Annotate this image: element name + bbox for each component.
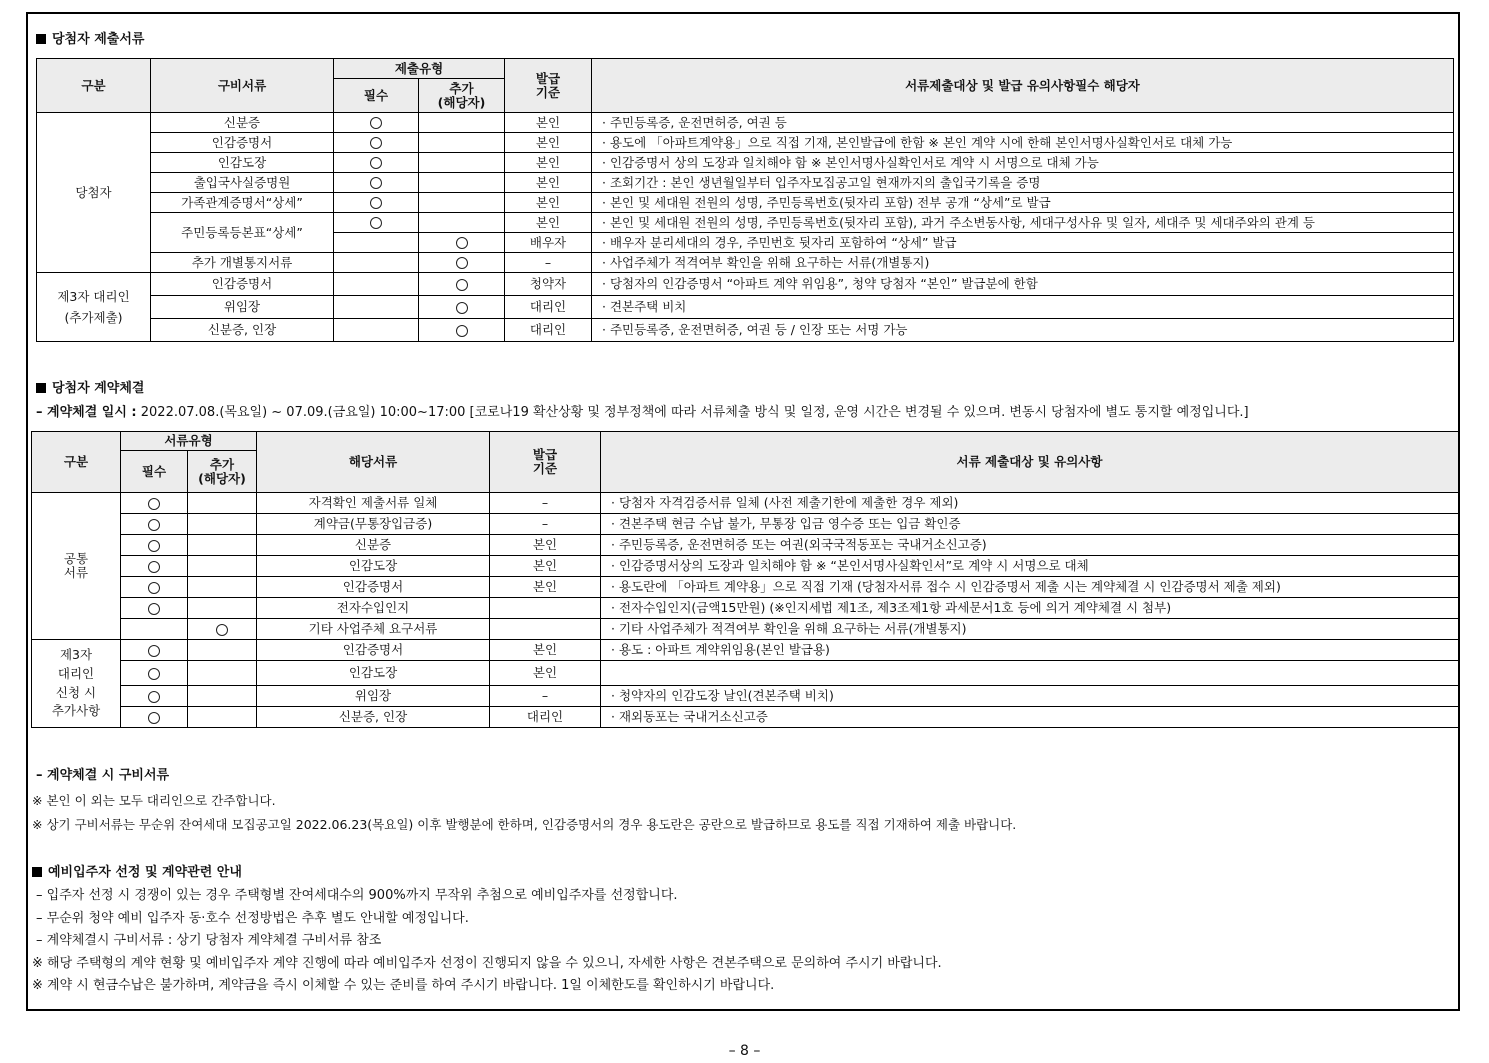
note-cell: · 본인 및 세대원 전원의 성명, 주민등록번호(뒷자리 포함), 과거 주소변동사항, 세대구성사유 및 일자, 세대주 및 세대주와의 관계 등: [592, 213, 1454, 233]
doc-cell: 인감증명서: [257, 577, 490, 598]
issue-cell: 본인: [505, 153, 592, 173]
doc-cell: 신분증: [257, 535, 490, 556]
note-cell: · 당첨자 자격검증서류 일체 (사전 제출기한에 제출한 경우 제외): [601, 493, 1459, 514]
extra-cell: [188, 535, 257, 556]
section-title-contract: [36, 377, 144, 396]
group-cell-common: 공통 서류: [32, 493, 121, 640]
table-row: [32, 556, 1459, 577]
group-cell-proxy: 제3자 대리인 (추가제출): [37, 273, 151, 342]
extra-cell: [419, 113, 505, 133]
note-cell: · 주민등록증, 운전면허증 또는 여권(외국국적동포는 국내거소신고증): [601, 535, 1459, 556]
issue-cell: 본인: [505, 193, 592, 213]
page-number: – 8 –: [728, 1043, 761, 1059]
table-row: [37, 193, 1454, 213]
required-cell: [334, 273, 419, 296]
header-issue: 발급 기준: [505, 59, 592, 113]
required-cell: [121, 535, 188, 556]
required-cell: [121, 598, 188, 619]
header2-gubun: 구분: [32, 432, 121, 493]
header-gubun: 구분: [37, 59, 151, 113]
table-row: [32, 598, 1459, 619]
contract-docs-subtitle: – 계약체결 시 구비서류: [36, 768, 170, 783]
note-cell: · 용도에 「아파트계약용」으로 직접 기재, 본인발급에 한함 ※ 본인 계약 시에 한해 본인서명사실확인서로 대체 가능: [592, 133, 1454, 153]
required-cell: [334, 233, 419, 253]
contract-documents-table: [31, 431, 1459, 728]
note-line-2: ※ 상기 구비서류는 무순위 잔여세대 모집공고일 2022.06.23(목요일) 이후 발행분에 한하며, 인감증명서의 경우 용도란은 공란으로 발급하므로 용도를 직접 기재하여 제출 바랍니다.: [32, 817, 1017, 832]
circle-mark-icon: [148, 498, 160, 510]
circle-mark-icon: [370, 137, 382, 149]
section2-title-text: 당첨자 계약체결: [52, 381, 145, 396]
section-title-submission: [36, 28, 144, 47]
note-cell: · 인감증명서상의 도장과 일치해야 함 ※ “본인서명사실확인서”로 계약 시 서명으로 대체: [601, 556, 1459, 577]
circle-mark-icon: [456, 257, 468, 269]
contract-date-text: 2022.07.08.(목요일) ~ 07.09.(금요일) 10:00~17:00 [코로나19 확산상황 및 정부정책에 따라 서류체출 방식 및 일정, 운영 시간은 변경될 수 있으며. 변동시 당첨자에 별도 통지할 예정입니다.]: [136, 405, 1249, 420]
contract-date-line: [36, 401, 1249, 420]
extra-cell: [188, 640, 257, 661]
contract-date-label: – 계약체결 일시 :: [36, 405, 137, 420]
required-cell: [121, 619, 188, 640]
header2-type: 서류유형: [121, 432, 257, 451]
issue-cell: 배우자: [505, 233, 592, 253]
issue-cell: 본인: [490, 661, 601, 686]
required-cell: [121, 686, 188, 707]
doc-cell: 인감증명서: [257, 640, 490, 661]
required-cell: [121, 514, 188, 535]
doc-cell: 가족관계증명서“상세”: [151, 193, 334, 213]
required-cell: [121, 556, 188, 577]
required-cell: [334, 296, 419, 319]
issue-cell: –: [490, 493, 601, 514]
extra-cell: [188, 598, 257, 619]
extra-cell: [419, 253, 505, 273]
note-line-1: ※ 본인 이 외는 모두 대리인으로 간주합니다.: [32, 793, 276, 808]
table-row: [32, 686, 1459, 707]
table-row: [32, 535, 1459, 556]
required-cell: [334, 193, 419, 213]
extra-cell: [188, 707, 257, 728]
circle-mark-icon: [456, 302, 468, 314]
extra-cell: [188, 514, 257, 535]
required-cell: [334, 213, 419, 233]
header-notes: 서류제출대상 및 발급 유의사항필수 해당자: [592, 59, 1454, 113]
issue-cell: –: [490, 514, 601, 535]
extra-cell: [419, 233, 505, 253]
note-cell: · 전자수입인지(금액15만원) (※인지세법 제1조, 제3조제1항 과세문서1호 등에 의거 계약체결 시 첨부): [601, 598, 1459, 619]
header2-docs: 해당서류: [257, 432, 490, 493]
circle-mark-icon: [148, 603, 160, 615]
doc-cell: 기타 사업주체 요구서류: [257, 619, 490, 640]
doc-cell: 신분증, 인장: [257, 707, 490, 728]
required-cell: [334, 173, 419, 193]
circle-mark-icon: [148, 519, 160, 531]
group-cell-proxy: 제3자 대리인 신청 시 추가사항: [32, 640, 121, 728]
circle-mark-icon: [370, 117, 382, 129]
doc-cell: 위임장: [257, 686, 490, 707]
circle-mark-icon: [216, 624, 228, 636]
table-row: [32, 577, 1459, 598]
note-cell: · 견본주택 비치: [592, 296, 1454, 319]
header2-required: 필수: [121, 451, 188, 493]
table-row: [32, 493, 1459, 514]
doc-cell: 주민등록등본표“상세”: [151, 213, 334, 253]
issue-cell: 본인: [505, 113, 592, 133]
doc-cell: 인감도장: [257, 556, 490, 577]
doc-cell: 위임장: [151, 296, 334, 319]
note-cell: · 용도란에 「아파트 계약용」으로 직접 기재 (당첨자서류 접수 시 인감증명서 제출 시는 계약체결 시 인감증명서 제출 제외): [601, 577, 1459, 598]
circle-mark-icon: [370, 197, 382, 209]
header-docs: 구비서류: [151, 59, 334, 113]
issue-cell: 청약자: [505, 273, 592, 296]
reserve-line-4: ※ 해당 주택형의 계약 현황 및 예비입주자 계약 진행에 따라 예비입주자 선정이 진행되지 않을 수 있으니, 자세한 사항은 견본주택으로 문의하여 주시기 바랍니다.: [32, 956, 942, 971]
table-row: [37, 153, 1454, 173]
doc-cell: 신분증: [151, 113, 334, 133]
doc-cell: 전자수입인지: [257, 598, 490, 619]
doc-cell: 인감증명서: [151, 273, 334, 296]
required-cell: [121, 707, 188, 728]
extra-cell: [188, 556, 257, 577]
extra-cell: [419, 173, 505, 193]
doc-cell: 출입국사실증명원: [151, 173, 334, 193]
extra-cell: [419, 296, 505, 319]
issue-cell: 본인: [505, 173, 592, 193]
issue-cell: 대리인: [490, 707, 601, 728]
note-cell: · 기타 사업주체가 적격여부 확인을 위해 요구하는 서류(개별통지): [601, 619, 1459, 640]
doc-cell: 신분증, 인장: [151, 319, 334, 342]
reserve-line-2: – 무순위 청약 예비 입주자 동·호수 선정방법은 추후 별도 안내할 예정입니다.: [36, 911, 469, 926]
note-cell: [601, 661, 1459, 686]
section4-title-text: 예비입주자 선정 및 계약관련 안내: [48, 865, 242, 880]
doc-cell: 자격확인 제출서류 일체: [257, 493, 490, 514]
note-cell: · 재외동포는 국내거소신고증: [601, 707, 1459, 728]
table-row: [37, 253, 1454, 273]
extra-cell: [419, 153, 505, 173]
issue-cell: [490, 619, 601, 640]
extra-cell: [188, 686, 257, 707]
required-cell: [334, 113, 419, 133]
extra-cell: [188, 493, 257, 514]
header2-extra: 추가 (해당자): [188, 451, 257, 493]
issue-cell: 본인: [490, 640, 601, 661]
required-cell: [334, 319, 419, 342]
required-cell: [334, 253, 419, 273]
header2-notes: 서류 제출대상 및 유의사항: [601, 432, 1459, 493]
required-cell: [334, 133, 419, 153]
table-row: [37, 113, 1454, 133]
note-cell: · 조회기간 : 본인 생년월일부터 입주자모집공고일 현재까지의 출입국기록을 증명: [592, 173, 1454, 193]
issue-cell: 본인: [490, 577, 601, 598]
circle-mark-icon: [456, 279, 468, 291]
submission-documents-table: [36, 58, 1454, 342]
table-row: [32, 514, 1459, 535]
note-cell: · 주민등록증, 운전면허증, 여권 등 / 인장 또는 서명 가능: [592, 319, 1454, 342]
extra-cell: [419, 193, 505, 213]
header-type: 제출유형: [334, 59, 505, 79]
circle-mark-icon: [370, 157, 382, 169]
note-cell: · 청약자의 인감도장 날인(견본주택 비치): [601, 686, 1459, 707]
group-cell-winner: 당첨자: [37, 113, 151, 273]
circle-mark-icon: [148, 645, 160, 657]
table-row: [32, 619, 1459, 640]
square-bullet-icon: [36, 383, 46, 393]
circle-mark-icon: [148, 668, 160, 680]
doc-cell: 추가 개별통지서류: [151, 253, 334, 273]
square-bullet-icon: [32, 867, 42, 877]
extra-cell: [188, 661, 257, 686]
header-extra: 추가 (해당자): [419, 79, 505, 113]
note-cell: · 배우자 분리세대의 경우, 주민번호 뒷자리 포함하여 “상세” 발급: [592, 233, 1454, 253]
reserve-line-3: – 계약체결시 구비서류 : 상기 당첨자 계약체결 구비서류 참조: [36, 933, 382, 948]
doc-cell: 인감증명서: [151, 133, 334, 153]
doc-cell: 인감도장: [151, 153, 334, 173]
table-row: [37, 133, 1454, 153]
required-cell: [334, 153, 419, 173]
circle-mark-icon: [456, 325, 468, 337]
table-row: [32, 661, 1459, 686]
issue-cell: 본인: [505, 213, 592, 233]
circle-mark-icon: [148, 582, 160, 594]
extra-cell: [419, 133, 505, 153]
doc-cell: 인감도장: [257, 661, 490, 686]
section-title-reserve: [32, 861, 242, 880]
issue-cell: 본인: [490, 556, 601, 577]
table-row: [37, 213, 1454, 233]
note-cell: · 견본주택 현금 수납 불가, 무통장 입금 영수증 또는 입금 확인증: [601, 514, 1459, 535]
extra-cell: [419, 319, 505, 342]
header-required: 필수: [334, 79, 419, 113]
table-row: [32, 640, 1459, 661]
issue-cell: [490, 598, 601, 619]
note-cell: · 당첨자의 인감증명서 “아파트 계약 위임용”, 청약 당첨자 “본인” 발급분에 한함: [592, 273, 1454, 296]
table-row: [37, 319, 1454, 342]
issue-cell: 대리인: [505, 319, 592, 342]
required-cell: [121, 640, 188, 661]
circle-mark-icon: [148, 561, 160, 573]
extra-cell: [419, 213, 505, 233]
table-row: [37, 296, 1454, 319]
issue-cell: 본인: [505, 133, 592, 153]
issue-cell: 대리인: [505, 296, 592, 319]
circle-mark-icon: [370, 217, 382, 229]
note-cell: · 인감증명서 상의 도장과 일치해야 함 ※ 본인서명사실확인서로 계약 시 서명으로 대체 가능: [592, 153, 1454, 173]
circle-mark-icon: [370, 177, 382, 189]
circle-mark-icon: [148, 712, 160, 724]
table-row: [37, 173, 1454, 193]
extra-cell: [188, 619, 257, 640]
circle-mark-icon: [148, 540, 160, 552]
required-cell: [121, 661, 188, 686]
required-cell: [121, 577, 188, 598]
table-row: [32, 707, 1459, 728]
issue-cell: 본인: [490, 535, 601, 556]
extra-cell: [419, 273, 505, 296]
square-bullet-icon: [36, 34, 46, 44]
reserve-line-5: ※ 계약 시 현금수납은 불가하며, 계약금을 즉시 이체할 수 있는 준비를 하여 주시기 바랍니다. 1일 이체한도를 확인하시기 바랍니다.: [32, 978, 775, 993]
required-cell: [121, 493, 188, 514]
section1-title-text: 당첨자 제출서류: [52, 32, 145, 47]
header2-issue: 발급 기준: [490, 432, 601, 493]
extra-cell: [188, 577, 257, 598]
doc-cell: 계약금(무통장입금증): [257, 514, 490, 535]
note-cell: · 용도 : 아파트 계약위임용(본인 발급용): [601, 640, 1459, 661]
note-cell: · 본인 및 세대원 전원의 성명, 주민등록번호(뒷자리 포함) 전부 공개 “상세”로 발급: [592, 193, 1454, 213]
reserve-line-1: – 입주자 선정 시 경쟁이 있는 경우 주택형별 잔여세대수의 900%까지 무작위 추첨으로 예비입주자를 선정합니다.: [36, 888, 678, 903]
issue-cell: –: [490, 686, 601, 707]
table-row: [37, 273, 1454, 296]
note-cell: · 사업주체가 적격여부 확인을 위해 요구하는 서류(개별통지): [592, 253, 1454, 273]
issue-cell: –: [505, 253, 592, 273]
note-cell: · 주민등록증, 운전면허증, 여권 등: [592, 113, 1454, 133]
circle-mark-icon: [456, 237, 468, 249]
circle-mark-icon: [148, 691, 160, 703]
